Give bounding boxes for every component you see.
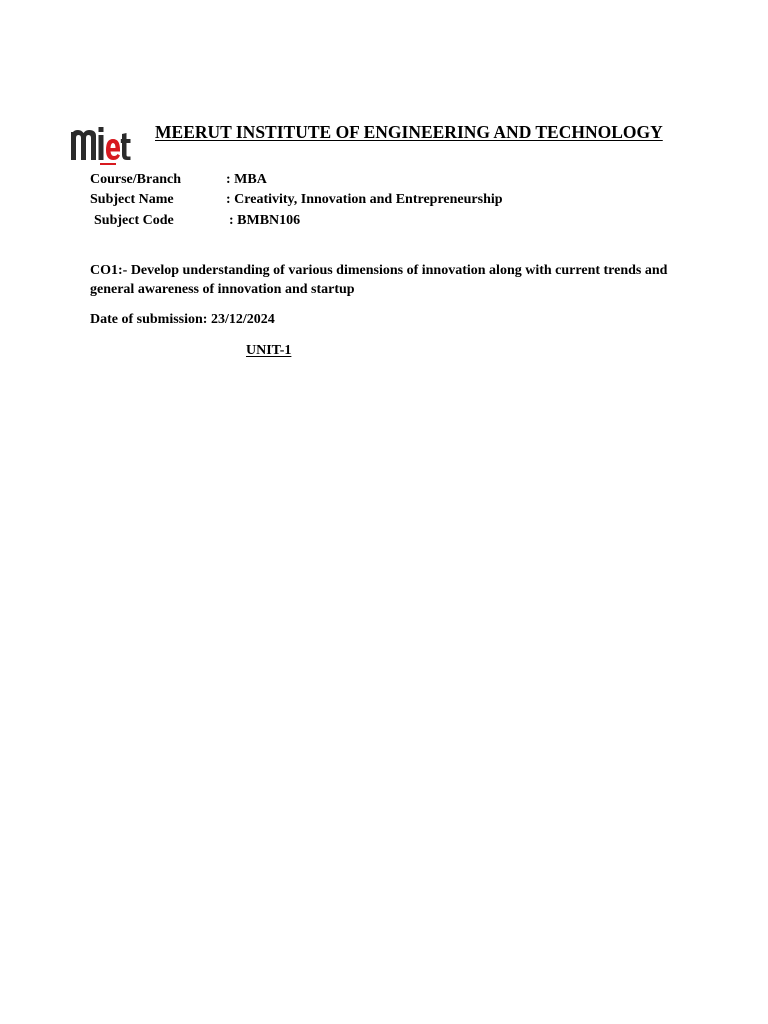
subject-name-label: Subject Name	[90, 192, 174, 207]
subject-code-label: Subject Code	[94, 213, 174, 228]
course-branch-label: Course/Branch	[90, 172, 181, 187]
course-branch-value: : MBA	[226, 172, 267, 187]
unit-heading: UNIT-1	[246, 343, 292, 358]
subject-name-value: : Creativity, Innovation and Entrepreneurship	[226, 192, 503, 207]
miet-logo	[70, 124, 132, 166]
institute-title: MEERUT INSTITUTE OF ENGINEERING AND TECHNOLOGY	[155, 122, 663, 142]
submission-date: Date of submission: 23/12/2024	[90, 312, 275, 327]
course-outcome-text: CO1:- Develop understanding of various dimensions of innovation along with current trends and general awareness of innovation and startup	[90, 263, 668, 297]
subject-code-value: : BMBN106	[229, 213, 301, 228]
logo-text: miet	[70, 124, 72, 125]
